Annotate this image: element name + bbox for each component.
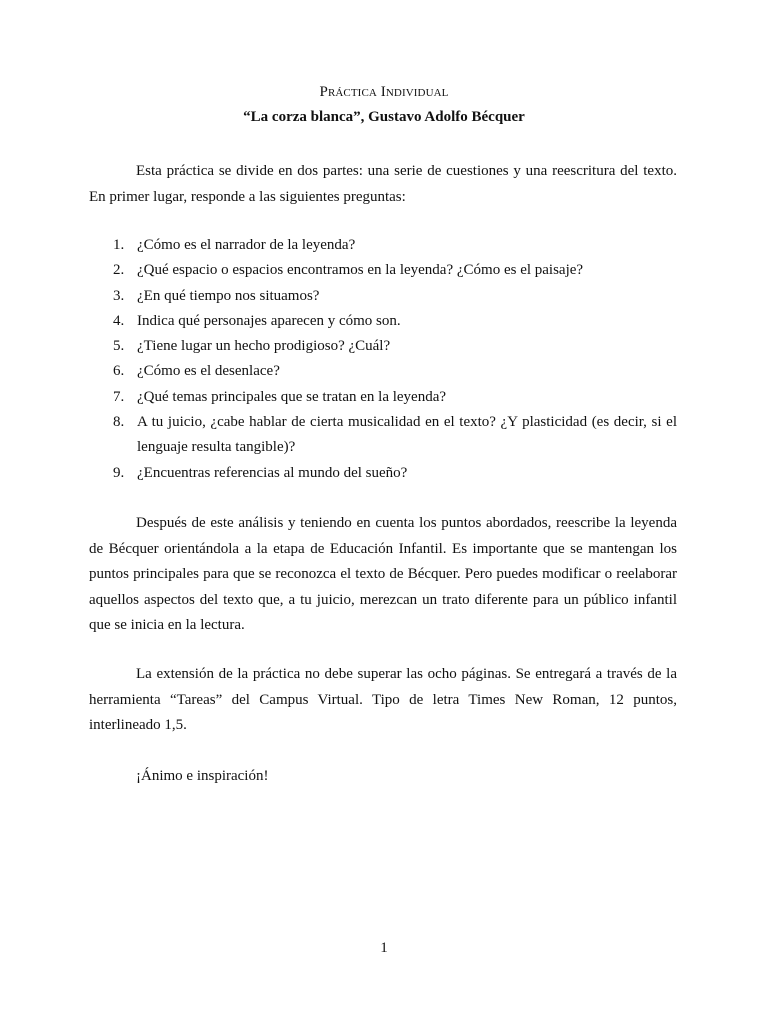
- intro-paragraph: Esta práctica se divide en dos partes: una serie de cuestiones y una reescritura del texto. En primer lugar, responde a las siguientes preguntas:: [89, 163, 677, 205]
- list-item: 8. A tu juicio, ¿cabe hablar de cierta musicalidad en el texto? ¿Y plasticidad (es decir, si el lenguaje resulta tangible)?: [113, 414, 677, 456]
- list-item: 2. ¿Qué espacio o espacios encontramos en la leyenda? ¿Cómo es el paisaje?: [113, 262, 584, 279]
- question-text: ¿Cómo es el desenlace?: [137, 363, 280, 380]
- question-text: ¿En qué tiempo nos situamos?: [137, 287, 320, 304]
- document-label: Práctica Individual: [319, 84, 449, 100]
- list-item: 5. ¿Tiene lugar un hecho prodigioso? ¿Cuál?: [113, 338, 391, 355]
- rewrite-instructions-paragraph: Después de este análisis y teniendo en cuenta los puntos abordados, reescribe la leyenda de Bécquer orientándola a la etapa de Educación Infantil. Es importante que se mantengan los puntos principales para que se reconozca el texto de Bécquer. Pero puedes modificar o reelaborar aquellos aspectos del texto que, a tu juicio, merezcan un trato diferente para un público infantil que se inicia en la lectura.: [89, 515, 677, 633]
- list-item: 3. ¿En qué tiempo nos situamos?: [113, 287, 320, 304]
- page-number: 1: [380, 940, 388, 956]
- list-item: 6. ¿Cómo es el desenlace?: [113, 363, 280, 380]
- question-text: ¿Cómo es el narrador de la leyenda?: [137, 237, 356, 253]
- question-text: ¿Encuentras referencias al mundo del sueño?: [137, 464, 408, 481]
- list-item: 7. ¿Qué temas principales que se tratan en la leyenda?: [113, 388, 447, 405]
- question-text: ¿Tiene lugar un hecho prodigioso? ¿Cuál?: [137, 338, 391, 355]
- question-text: ¿Qué espacio o espacios encontramos en la leyenda? ¿Cómo es el paisaje?: [137, 262, 584, 279]
- question-text: ¿Qué temas principales que se tratan en la leyenda?: [137, 388, 447, 405]
- list-item: 1. ¿Cómo es el narrador de la leyenda?: [113, 237, 356, 253]
- list-item: 9. ¿Encuentras referencias al mundo del sueño?: [113, 464, 408, 481]
- question-list: [89, 233, 677, 486]
- question-text: A tu juicio, ¿cabe hablar de cierta musicalidad en el texto? ¿Y plasticidad (es decir, si el lenguaje resulta tangible)?: [137, 414, 677, 456]
- document-title: “La corza blanca”, Gustavo Adolfo Bécquer: [243, 109, 525, 125]
- closing-line: ¡Ánimo e inspiración!: [136, 768, 269, 784]
- list-item: 4. Indica qué personajes aparecen y cómo son.: [113, 312, 401, 329]
- question-text: Indica qué personajes aparecen y cómo son.: [137, 312, 401, 329]
- format-instructions-paragraph: La extensión de la práctica no debe superar las ocho páginas. Se entregará a través de la herramienta “Tareas” del Campus Virtual. Tipo de letra Times New Roman, 12 puntos, interlineado 1,5.: [89, 666, 677, 733]
